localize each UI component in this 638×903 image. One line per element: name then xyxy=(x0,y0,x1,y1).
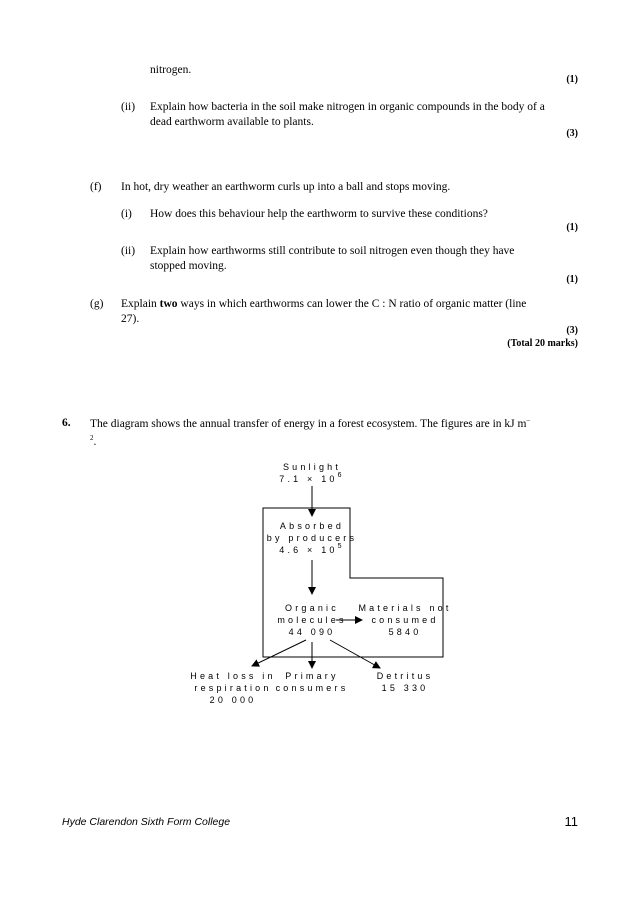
organic-label-1: Organic xyxy=(285,603,339,613)
detritus-node xyxy=(360,670,450,694)
page-number: 11 xyxy=(564,814,578,829)
heat-label-1: Heat loss in xyxy=(190,671,276,681)
sunlight-label: Sunlight xyxy=(282,462,342,472)
part-number: (f) xyxy=(90,181,102,193)
primary-label-2: consumers xyxy=(275,683,349,693)
marks-label: (1) xyxy=(566,274,578,285)
question-text-post: ways in which earthworms can lower the C : N ratio of organic matter (line 27). xyxy=(121,298,527,325)
arrow-organic-to-heat xyxy=(252,640,306,666)
footer-college: Hyde Clarendon Sixth Form College xyxy=(62,816,231,828)
organic-molecules-node xyxy=(272,602,352,638)
sunlight-value: $7.1 \times 10^6$ xyxy=(279,472,345,484)
organic-value: 44 090 xyxy=(288,627,336,637)
total-marks: (Total 20 marks) xyxy=(507,338,578,349)
heat-value: 20 000 xyxy=(209,695,257,705)
part-number: (g) xyxy=(90,298,104,310)
marks-label: (1) xyxy=(566,222,578,233)
question-text: Explain how earthworms still contribute to soil nitrogen even though they have stopped moving. xyxy=(150,245,515,272)
emphasis-two: two xyxy=(159,298,178,310)
absorbed-label-2: by producers xyxy=(266,533,358,543)
absorbed-label-1: Absorbed xyxy=(279,521,345,531)
materials-value: 5840 xyxy=(388,627,422,637)
materials-node xyxy=(355,602,455,638)
question-number: 6. xyxy=(62,417,71,429)
question-text-pre: The diagram shows the annual transfer of energy in a forest ecosystem. The figures are in kJ m xyxy=(90,418,527,430)
sunlight-node xyxy=(262,461,362,487)
materials-label-2: consumed xyxy=(371,615,439,625)
subpart-number: (ii) xyxy=(121,245,136,257)
question-text: How does this behaviour help the earthworm to survive these conditions? xyxy=(150,208,488,220)
question-text: In hot, dry weather an earthworm curls up into a ball and stops moving. xyxy=(121,181,451,193)
absorbed-node xyxy=(257,520,367,558)
organic-label-2: molecules xyxy=(277,615,347,625)
question-text-pre: Explain xyxy=(121,298,160,310)
absorbed-value: $4.6 \times 10^5$ xyxy=(279,543,345,555)
primary-consumers-node xyxy=(267,670,357,694)
unit-exponent: –2 xyxy=(90,416,530,442)
subpart-number: (i) xyxy=(121,208,132,220)
marks-label: (1) xyxy=(566,74,578,85)
question-text: Explain how bacteria in the soil make nitrogen in organic compounds in the body of a dead earthworm available to plants. xyxy=(150,101,545,128)
heat-label-2: respiration xyxy=(194,683,272,693)
arrow-organic-to-detritus xyxy=(330,640,380,668)
marks-label: (3) xyxy=(566,325,578,336)
materials-label-1: Materials not xyxy=(358,603,452,613)
question-text-post: . xyxy=(93,436,97,448)
primary-label-1: Primary xyxy=(285,671,339,681)
marks-label: (3) xyxy=(566,128,578,139)
detritus-value: 15 330 xyxy=(381,683,429,693)
detritus-label: Detritus xyxy=(376,671,434,681)
question-text: nitrogen. xyxy=(150,64,192,76)
subpart-number: (ii) xyxy=(121,101,136,113)
